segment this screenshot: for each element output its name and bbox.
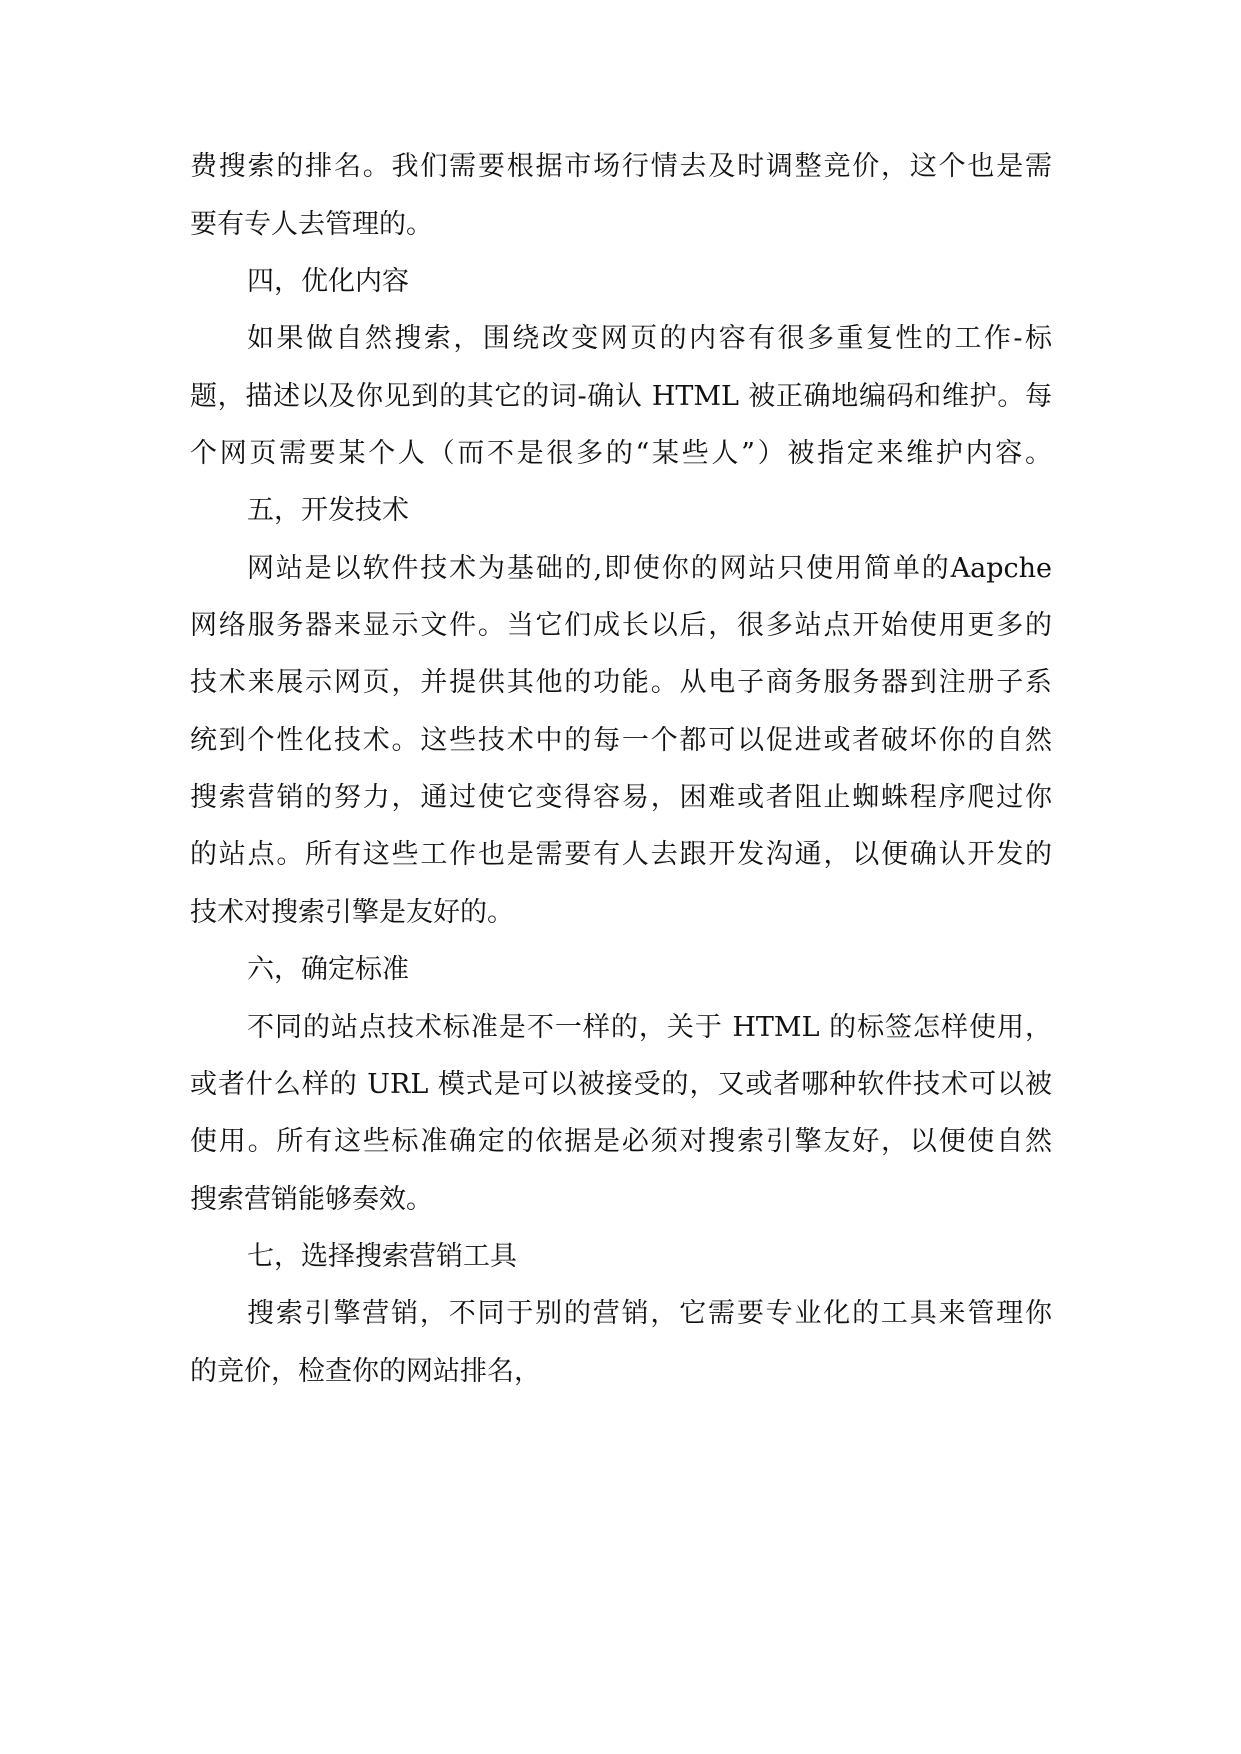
paragraph-line: 搜索引擎营销，不同于别的营销，它需要专业化的工具来管理你 xyxy=(247,1298,1052,1329)
paragraph-line: 搜索营销的努力，通过使它变得容易，困难或者阻止蜘蛛程序爬过你 xyxy=(190,782,1052,813)
section-heading: 五，开发技术 xyxy=(247,495,409,526)
paragraph-line: 的竞价，检查你的网站排名， xyxy=(190,1356,541,1387)
section-heading: 六，确定标准 xyxy=(247,954,409,985)
paragraph-line: 使用。所有这些标准确定的依据是必须对搜索引擎友好，以便使自然 xyxy=(190,1126,1052,1157)
section-heading: 七，选择搜索营销工具 xyxy=(247,1241,517,1272)
paragraph-line: 如果做自然搜索，围绕改变网页的内容有很多重复性的工作-标 xyxy=(247,323,1052,354)
paragraph-line: 要有专人去管理的。 xyxy=(190,209,433,240)
paragraph-line: 个网页需要某个人（而不是很多的“某些人”）被指定来维护内容。 xyxy=(190,438,1052,469)
paragraph-line: 技术来展示网页，并提供其他的功能。从电子商务服务器到注册子系 xyxy=(190,667,1052,698)
paragraph-line: 搜索营销能够奏效。 xyxy=(190,1184,433,1215)
paragraph-line: 题，描述以及你见到的其它的词-确认 HTML 被正确地编码和维护。每 xyxy=(190,381,1052,412)
paragraph-line: 不同的站点技术标准是不一样的，关于 HTML 的标签怎样使用， xyxy=(247,1012,1052,1043)
paragraph-line: 或者什么样的 URL 模式是可以被接受的，又或者哪种软件技术可以被 xyxy=(190,1069,1052,1100)
paragraph-line: 网络服务器来显示文件。当它们成长以后，很多站点开始使用更多的 xyxy=(190,610,1052,641)
paragraph-line: 技术对搜索引擎是友好的。 xyxy=(190,897,514,928)
paragraph-line: 网站是以软件技术为基础的,即使你的网站只使用简单的Aapche xyxy=(247,553,1052,584)
paragraph-line: 费搜索的排名。我们需要根据市场行情去及时调整竞价，这个也是需 xyxy=(190,151,1052,182)
paragraph-line: 的站点。所有这些工作也是需要有人去跟开发沟通，以便确认开发的 xyxy=(190,839,1052,870)
paragraph-line: 统到个性化技术。这些技术中的每一个都可以促进或者破坏你的自然 xyxy=(190,725,1052,756)
section-heading: 四，优化内容 xyxy=(247,266,409,297)
